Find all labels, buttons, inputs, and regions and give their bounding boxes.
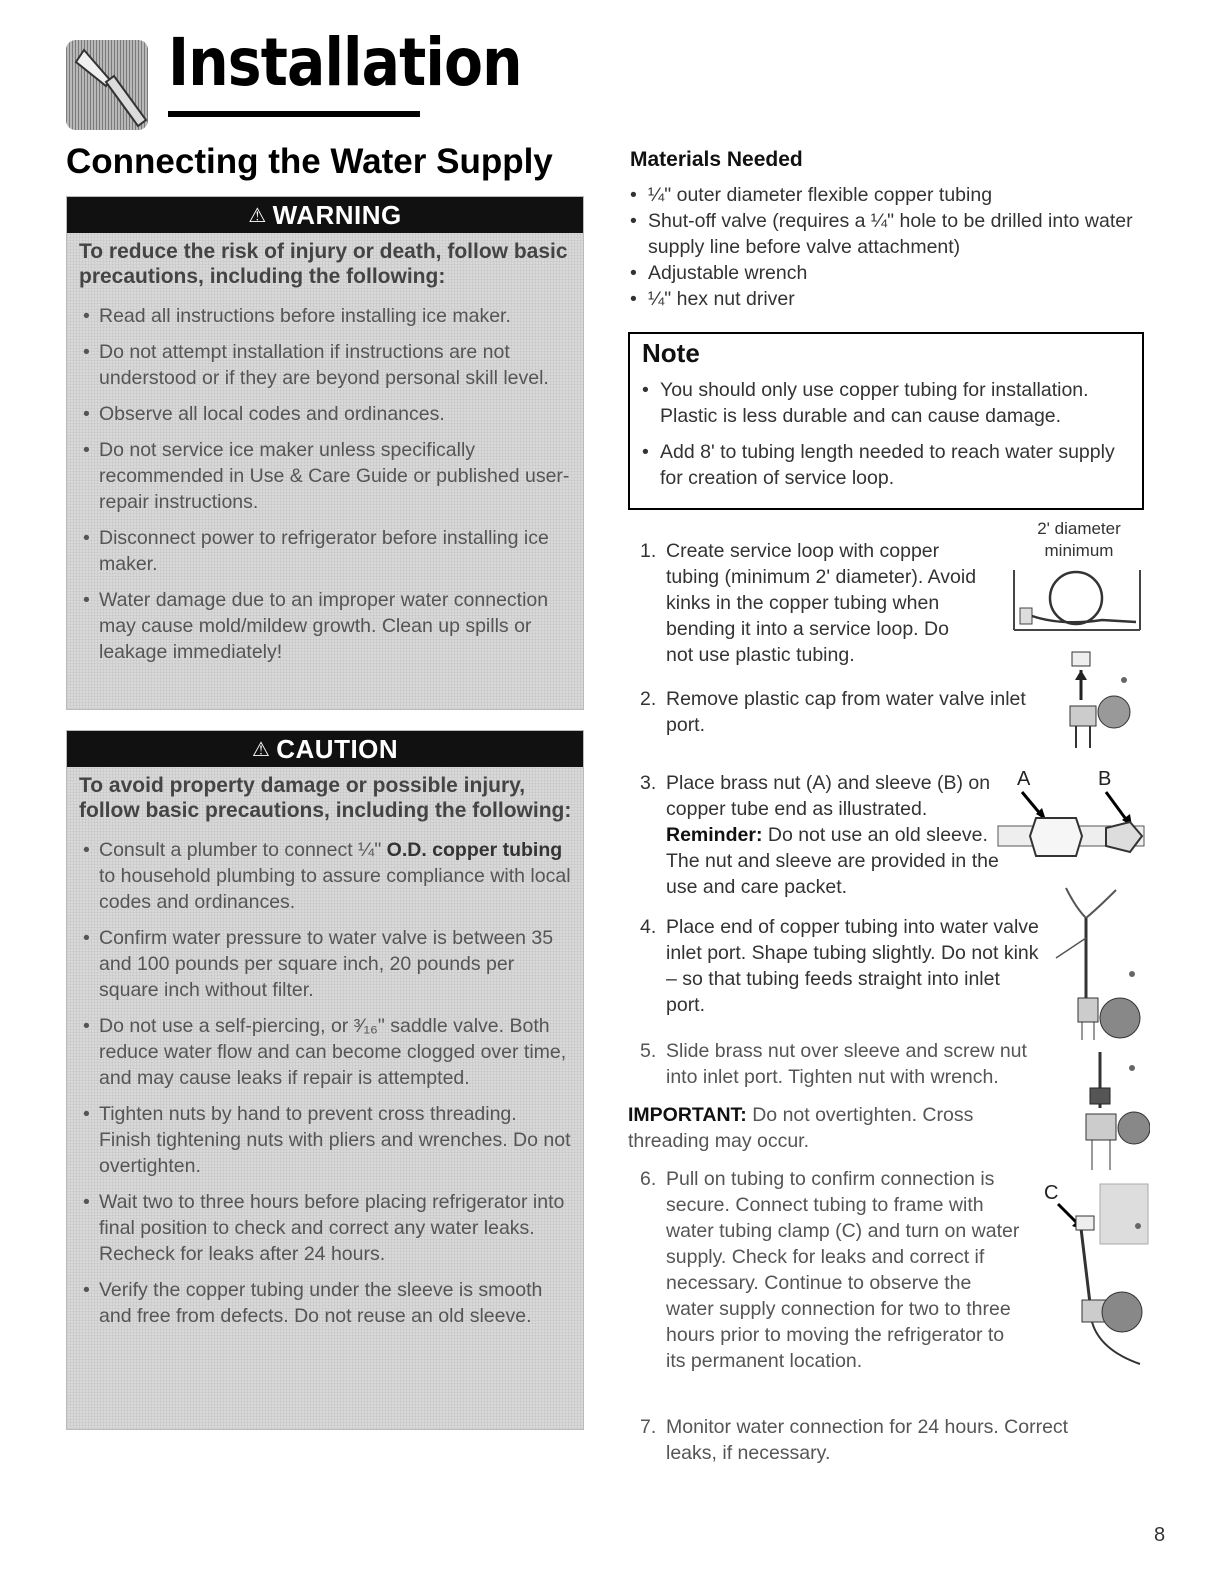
reminder-text: Do not use an old sleeve. The nut and sleeve are provided in the use and care packet. bbox=[666, 824, 999, 898]
label-c: C bbox=[1044, 1182, 1059, 1204]
list-item: • Confirm water pressure to water valve is between 35 and 100 pounds per square inch, 20 pounds per square inch without filter. bbox=[77, 925, 573, 1003]
step-text bbox=[666, 770, 1010, 900]
warning-list bbox=[67, 303, 583, 665]
step-number: 1. bbox=[640, 540, 657, 562]
list-item: • You should only use copper tubing for installation. Plastic is less durable and can cause damage. bbox=[642, 377, 1130, 429]
tighten-nut-figure bbox=[1070, 1048, 1150, 1172]
list-item: • Adjustable wrench bbox=[628, 260, 1168, 286]
list-item: • ¼" hex nut driver bbox=[628, 286, 1168, 312]
important-text: Do not overtighten. Cross threading may occur. bbox=[628, 1104, 974, 1152]
warning-heading bbox=[67, 197, 583, 233]
wrench-icon bbox=[66, 40, 148, 130]
caution-list bbox=[67, 837, 583, 1329]
caution-box bbox=[66, 730, 584, 1430]
list-item: • Shut-off valve (requires a ¼" hole to be drilled into water supply line before valve attachment) bbox=[628, 208, 1168, 260]
caution-item1-suffix: to household plumbing to assure compliance with local codes and ordinances. bbox=[99, 865, 571, 913]
step-1 bbox=[640, 538, 980, 668]
list-item: • Verify the copper tubing under the sleeve is smooth and free from defects. Do not reuse an old sleeve. bbox=[77, 1277, 573, 1329]
note-list bbox=[642, 377, 1130, 491]
warning-box bbox=[66, 196, 584, 710]
reminder-label: Reminder: bbox=[666, 824, 763, 846]
list-item: • Do not use a self-piercing, or ³⁄₁₆" saddle valve. Both reduce water flow and can become clogged over time, and may cause leaks if repair is attempted. bbox=[77, 1013, 573, 1091]
caution-heading-text: CAUTION bbox=[276, 734, 399, 764]
step-text: Place end of copper tubing into water valve inlet port. Shape tubing slightly. Do not kink – so that tubing feeds straight into inlet port. bbox=[666, 916, 1039, 1016]
warning-intro: To reduce the risk of injury or death, follow basic precautions, including the following: bbox=[79, 240, 568, 288]
step-5 bbox=[640, 1038, 1060, 1090]
list-item: • Read all instructions before installing ice maker. bbox=[77, 303, 573, 329]
step-text: Remove plastic cap from water valve inlet port. bbox=[666, 688, 1026, 736]
step-4 bbox=[640, 914, 1040, 1018]
step-7 bbox=[640, 1414, 1120, 1466]
warning-heading-text: WARNING bbox=[272, 200, 402, 230]
important-note bbox=[628, 1102, 1048, 1154]
list-item: • Observe all local codes and ordinances. bbox=[77, 401, 573, 427]
caution-intro: To avoid property damage or possible injury, follow basic precautions, including the following: bbox=[79, 774, 572, 822]
caution-item1-prefix: Consult a plumber to connect ¼" bbox=[99, 839, 382, 861]
warning-triangle-icon: ⚠ bbox=[248, 205, 267, 227]
service-loop-figure bbox=[1012, 562, 1142, 634]
tubing-clamp-figure bbox=[1030, 1180, 1150, 1368]
step-text: Slide brass nut over sleeve and screw nut into inlet port. Tighten nut with wrench. bbox=[666, 1040, 1027, 1088]
valve-inlet-figure bbox=[1062, 640, 1142, 750]
step-number: 4. bbox=[640, 916, 657, 938]
step-3-text: Place brass nut (A) and sleeve (B) on copper tube end as illustrated. bbox=[666, 772, 991, 820]
step-2 bbox=[640, 686, 1060, 738]
list-item: • Water damage due to an improper water connection may cause mold/mildew growth. Clean up spills or leakage immediately! bbox=[77, 587, 573, 665]
caution-item1-bold: O.D. copper tubing bbox=[386, 839, 563, 861]
list-item: • Add 8' to tubing length needed to reach water supply for creation of service loop. bbox=[642, 439, 1130, 491]
list-item: • Do not service ice maker unless specifically recommended in Use & Care Guide or published user-repair instructions. bbox=[77, 437, 573, 515]
section-title: Connecting the Water Supply bbox=[66, 142, 553, 181]
step-number: 7. bbox=[640, 1416, 657, 1438]
step-number: 2. bbox=[640, 688, 657, 710]
caution-heading bbox=[67, 731, 583, 767]
step-text: Pull on tubing to confirm connection is secure. Connect tubing to frame with water tubing clamp (C) and turn on water supply. Check for leaks and correct if necessary. Continue to observe the water supply connection for two to three hours prior to moving the refrigerator to its permanent location. bbox=[666, 1168, 1020, 1372]
warning-triangle-icon: ⚠ bbox=[251, 739, 271, 761]
step-number: 6. bbox=[640, 1168, 657, 1190]
note-box bbox=[628, 332, 1144, 510]
step-3 bbox=[640, 770, 1010, 900]
important-label: IMPORTANT: bbox=[628, 1104, 747, 1126]
label-b: B bbox=[1098, 768, 1112, 790]
step-text: Create service loop with copper tubing (minimum 2' diameter). Avoid kinks in the copper tubing when bending it into a service loop. Do not use plastic tubing. bbox=[666, 540, 977, 666]
page-number: 8 bbox=[1154, 1524, 1166, 1546]
step-text: Monitor water connection for 24 hours. Correct leaks, if necessary. bbox=[666, 1416, 1069, 1464]
step-6 bbox=[640, 1166, 1020, 1374]
list-item: • Tighten nuts by hand to prevent cross threading. Finish tightening nuts with pliers and wrenches. Do not overtighten. bbox=[77, 1101, 573, 1179]
list-item: • Disconnect power to refrigerator before installing ice maker. bbox=[77, 525, 573, 577]
note-title: Note bbox=[642, 338, 700, 368]
list-item bbox=[77, 837, 573, 915]
step-number: 3. bbox=[640, 772, 657, 794]
title-rule bbox=[168, 111, 420, 117]
materials-title: Materials Needed bbox=[630, 148, 803, 171]
list-item: • Do not attempt installation if instructions are not understood or if they are beyond personal skill level. bbox=[77, 339, 573, 391]
step-number: 5. bbox=[640, 1040, 657, 1062]
service-loop-label: 2' diameter minimum bbox=[1037, 519, 1121, 560]
label-a: A bbox=[1017, 768, 1031, 790]
materials-list bbox=[628, 182, 1168, 312]
list-item: • ¼" outer diameter flexible copper tubing bbox=[628, 182, 1168, 208]
page-title: Installation bbox=[168, 24, 522, 101]
list-item: • Wait two to three hours before placing refrigerator into final position to check and correct any water leaks. Recheck for leaks after 24 hours. bbox=[77, 1189, 573, 1267]
insert-tubing-figure bbox=[1036, 878, 1146, 1042]
